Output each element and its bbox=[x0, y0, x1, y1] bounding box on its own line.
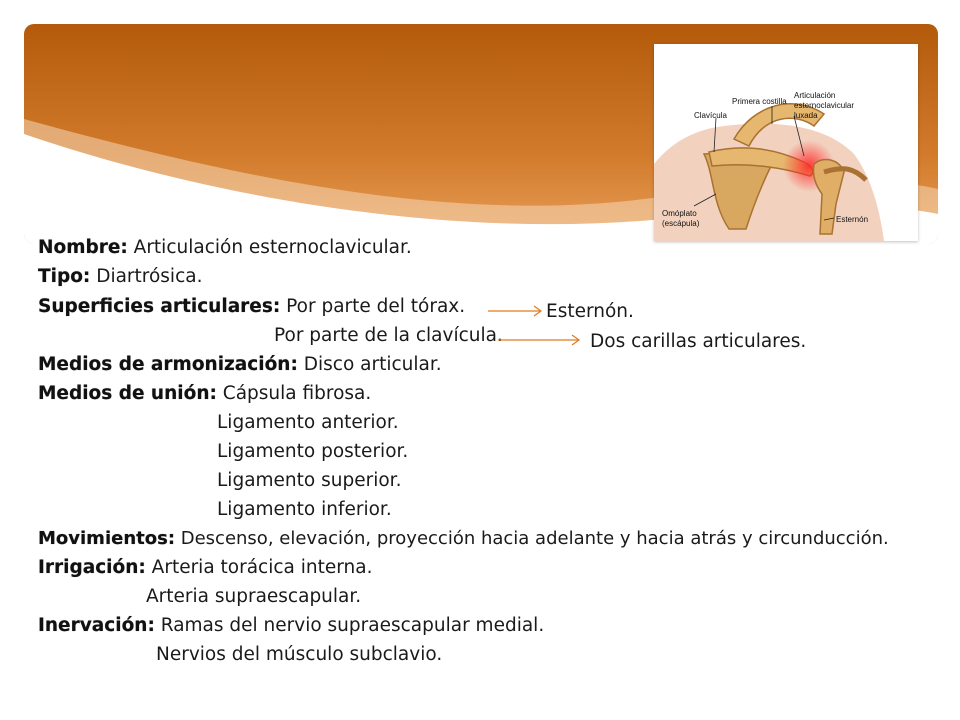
value-nombre: Articulación esternoclavicular. bbox=[127, 237, 412, 258]
row-irrigacion bbox=[38, 557, 372, 579]
row-movimientos bbox=[38, 528, 889, 550]
label-tipo: Tipo: bbox=[38, 266, 91, 287]
row-nombre bbox=[38, 237, 412, 259]
value-armonizacion: Disco articular. bbox=[297, 354, 442, 375]
figure-label-primera-costilla: Primera costilla bbox=[732, 97, 787, 106]
label-irrigacion: Irrigación: bbox=[38, 557, 146, 578]
figure-label-omoplato-1: Omóplato bbox=[662, 209, 697, 218]
value-irrigacion: Arteria torácica interna. bbox=[145, 557, 373, 578]
label-union: Medios de unión: bbox=[38, 383, 217, 404]
row-armonizacion bbox=[38, 354, 442, 376]
value-union: Cápsula fibrosa. bbox=[216, 383, 372, 404]
value-irrigacion-2: Arteria supraescapular. bbox=[146, 586, 362, 607]
label-inervacion: Inervación: bbox=[38, 615, 155, 636]
figure-label-articulacion-3: luxada bbox=[794, 111, 818, 120]
arrow-right-icon bbox=[488, 303, 544, 319]
value-inervacion-2: Nervios del músculo subclavio. bbox=[156, 644, 443, 665]
value-movimientos: Descenso, elevación, proyección hacia adelante y hacia atrás y circunducción. bbox=[175, 528, 889, 549]
row-tipo bbox=[38, 266, 202, 288]
row-union bbox=[38, 383, 371, 405]
value-tipo: Diartrósica. bbox=[90, 266, 203, 287]
value-inervacion: Ramas del nervio supraescapular medial. bbox=[154, 615, 545, 636]
result-carillas: Dos carillas articulares. bbox=[590, 331, 807, 352]
label-movimientos: Movimientos: bbox=[38, 528, 176, 549]
row-superficies bbox=[38, 296, 465, 318]
union-item: Ligamento posterior. bbox=[217, 441, 409, 462]
result-esternon: Esternón. bbox=[546, 301, 634, 322]
union-item: Ligamento anterior. bbox=[217, 412, 399, 433]
anatomy-figure bbox=[654, 44, 918, 241]
figure-label-articulacion-1: Articulación bbox=[794, 91, 836, 100]
figure-label-esternon: Esternón bbox=[836, 215, 869, 224]
value-superficies-2: Por parte de la clavícula. bbox=[274, 325, 503, 346]
union-item: Ligamento superior. bbox=[217, 470, 402, 491]
label-nombre: Nombre: bbox=[38, 237, 128, 258]
label-armonizacion: Medios de armonización: bbox=[38, 354, 298, 375]
figure-label-articulacion-2: esternoclavicular bbox=[794, 101, 855, 110]
value-superficies: Por parte del tórax. bbox=[280, 296, 466, 317]
label-superficies: Superficies articulares: bbox=[38, 296, 281, 317]
figure-label-omoplato-2: (escápula) bbox=[662, 219, 700, 228]
row-inervacion bbox=[38, 615, 544, 637]
figure-label-clavicula: Clavícula bbox=[694, 111, 727, 120]
union-item: Ligamento inferior. bbox=[217, 499, 392, 520]
arrow-right-icon bbox=[498, 332, 582, 348]
